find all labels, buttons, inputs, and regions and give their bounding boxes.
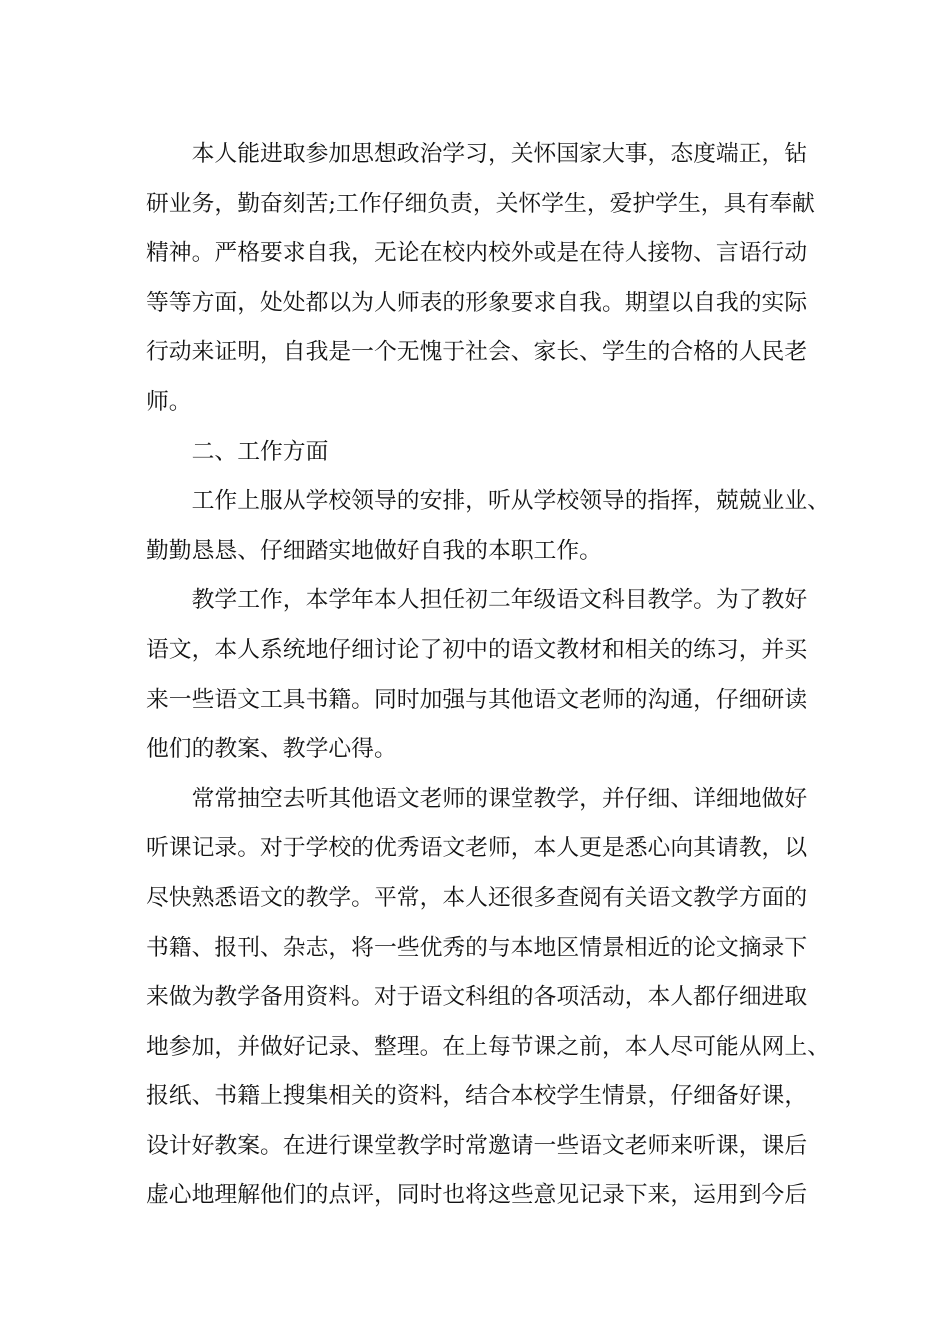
text-line: 来一些语文工具书籍。同时加强与其他语文老师的沟通，仔细研读 (146, 686, 808, 713)
text-line: 语文，本人系统地仔细讨论了初中的语文教材和相关的练习，并买 (146, 636, 808, 663)
text-line: 师。 (146, 388, 192, 415)
text-line: 精神。严格要求自我，无论在校内校外或是在待人接物、言语行动 (146, 240, 808, 267)
text-line: 设计好教案。在进行课堂教学时常邀请一些语文老师来听课，课后 (146, 1132, 808, 1159)
text-line: 工作上服从学校领导的安排，听从学校领导的指挥，兢兢业业、 (191, 488, 830, 515)
text-line: 等等方面，处处都以为人师表的形象要求自我。期望以自我的实际 (146, 289, 808, 316)
document-body (146, 130, 830, 1221)
text-line: 教学工作，本学年本人担任初二年级语文科目教学。为了教好 (191, 587, 808, 614)
text-line: 听课记录。对于学校的优秀语文老师，本人更是悉心向其请教，以 (146, 835, 808, 862)
text-line: 地参加，并做好记录、整理。在上每节课之前，本人尽可能从网上、 (146, 1033, 830, 1060)
text-line: 虚心地理解他们的点评，同时也将这些意见记录下来，运用到今后 (146, 1182, 808, 1209)
text-line: 书籍、报刊、杂志，将一些优秀的与本地区情景相近的论文摘录下 (146, 934, 808, 961)
text-line: 本人能进取参加思想政治学习，关怀国家大事，态度端正，钻 (191, 141, 808, 167)
text-line: 来做为教学备用资料。对于语文科组的各项活动，本人都仔细进取 (146, 984, 808, 1011)
text-line: 尽快熟悉语文的教学。平常，本人还很多查阅有关语文教学方面的 (146, 884, 808, 911)
text-line: 他们的教案、教学心得。 (146, 736, 397, 763)
text-line: 研业务，勤奋刻苦;工作仔细负责，关怀学生，爱护学生，具有奉献 (146, 190, 815, 217)
text-line: 行动来证明，自我是一个无愧于社会、家长、学生的合格的人民老 (146, 339, 808, 366)
section-heading: 二、工作方面 (191, 438, 329, 465)
text-line: 常常抽空去听其他语文老师的课堂教学，并仔细、详细地做好 (191, 785, 808, 812)
text-line: 报纸、书籍上搜集相关的资料，结合本校学生情景，仔细备好课， (146, 1083, 808, 1110)
text-line: 勤勤恳恳、仔细踏实地做好自我的本职工作。 (146, 537, 602, 564)
